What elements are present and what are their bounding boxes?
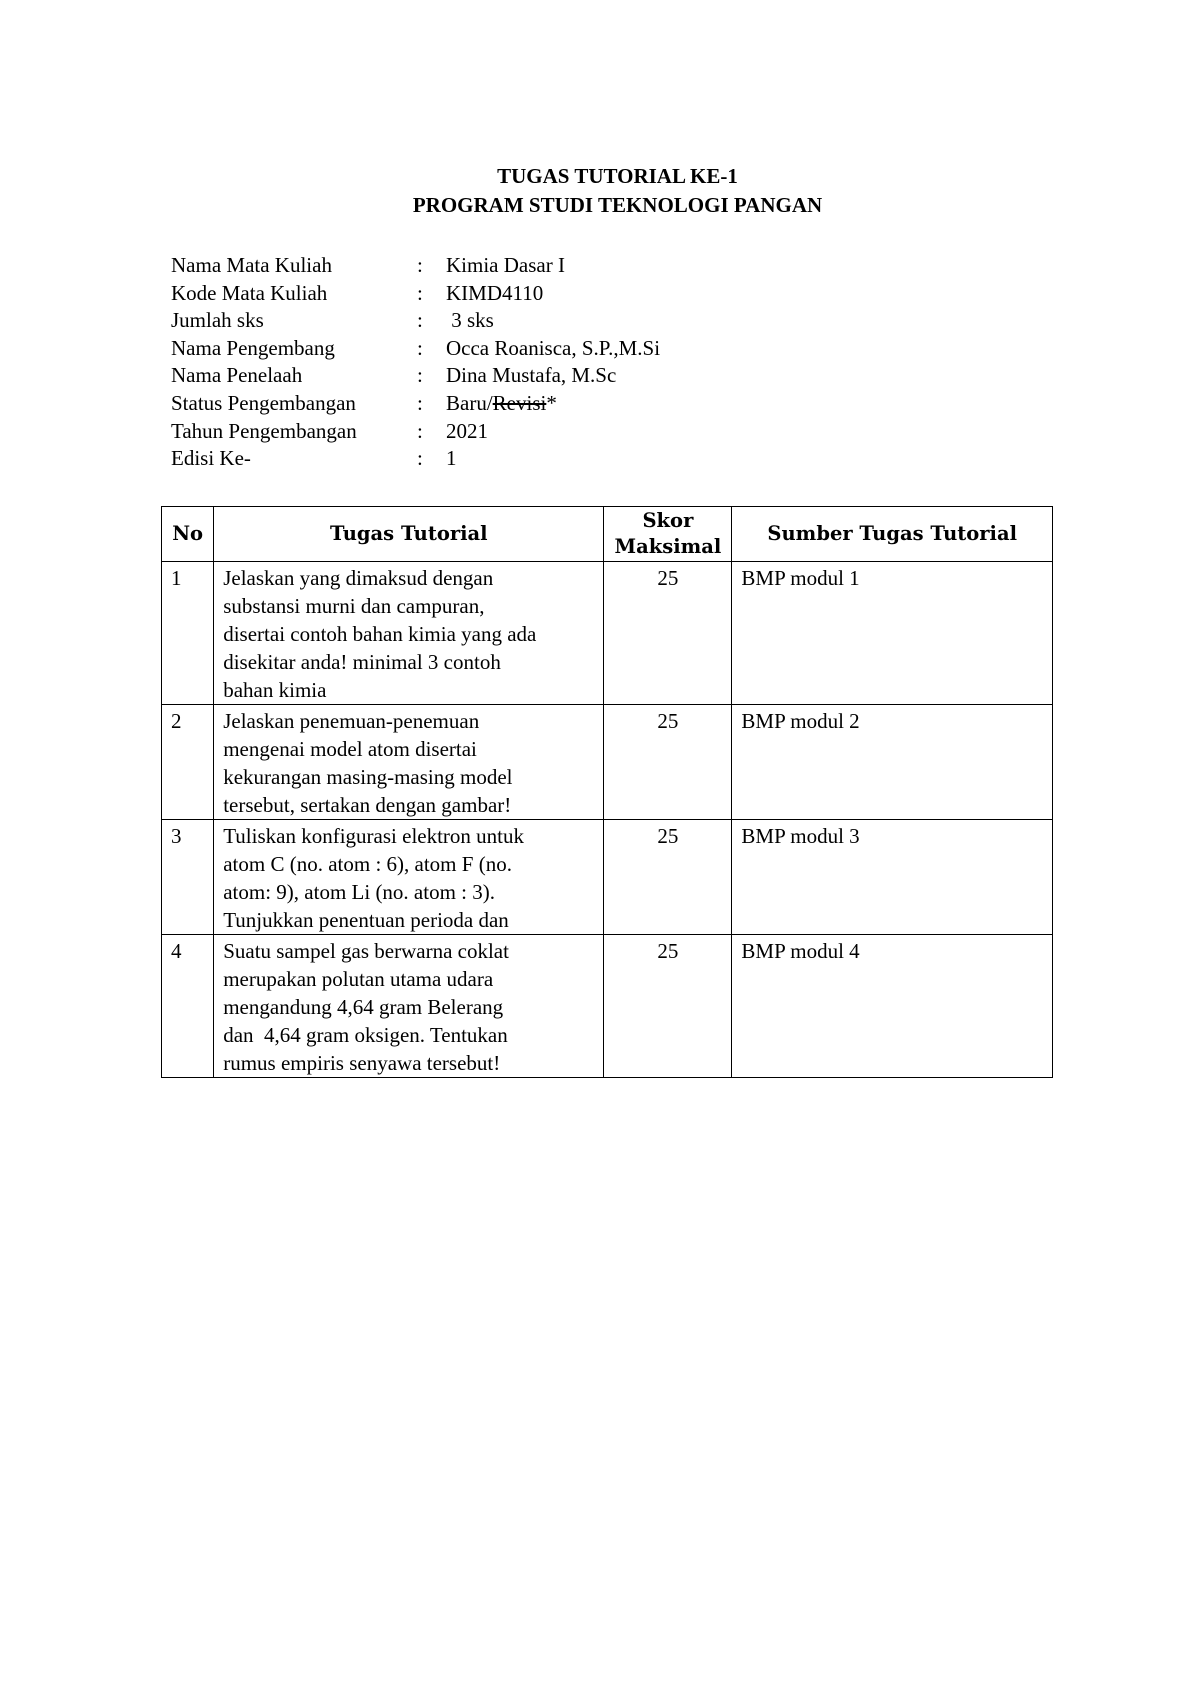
status-revision-struck: Revisi <box>492 390 547 415</box>
meta-value: Kimia Dasar I <box>446 253 565 277</box>
meta-label: Nama Pengembang <box>171 335 335 360</box>
header-no: No <box>162 507 214 562</box>
task-line: mengandung 4,64 gram Belerang <box>223 995 504 1019</box>
table-header-row <box>162 507 1053 562</box>
task-line: bahan kimia <box>223 678 327 702</box>
status-asterisk: * <box>546 390 557 415</box>
task-line: Jelaskan penemuan-penemuan <box>223 709 480 733</box>
meta-label: Status Pengembangan <box>171 390 356 415</box>
max-score: 25 <box>604 820 732 935</box>
max-score: 25 <box>604 562 732 705</box>
meta-value: Occa Roanisca, S.P.,M.Si <box>446 335 661 360</box>
task-line: rumus empiris senyawa tersebut! <box>223 1051 501 1075</box>
tutorial-task-table <box>161 506 1053 1078</box>
meta-label: Nama Penelaah <box>171 363 303 388</box>
task-description <box>214 562 604 705</box>
task-line: Suatu sampel gas berwarna coklat <box>223 939 509 963</box>
meta-label: Tahun Pengembangan <box>171 418 357 443</box>
task-source: BMP modul 2 <box>732 705 1053 820</box>
meta-colon: : <box>417 418 423 443</box>
task-line: tersebut, sertakan dengan gambar! <box>223 793 512 817</box>
max-score: 25 <box>604 935 732 1078</box>
header-max-score <box>604 507 732 562</box>
table-row <box>162 562 1053 705</box>
meta-colon: : <box>417 390 423 415</box>
header-score-line2: Maksimal <box>614 535 722 558</box>
meta-value <box>446 390 557 418</box>
task-description <box>214 705 604 820</box>
row-number: 3 <box>162 820 214 935</box>
task-line: mengenai model atom disertai <box>223 737 477 761</box>
meta-label: Nama Mata Kuliah <box>171 253 332 277</box>
document-subtitle: PROGRAM STUDI TEKNOLOGI PANGAN <box>412 193 823 217</box>
meta-value: 1 <box>446 446 457 471</box>
meta-value: KIMD4110 <box>446 280 544 305</box>
meta-colon: : <box>417 363 423 388</box>
meta-colon: : <box>417 280 423 305</box>
task-line: atom C (no. atom : 6), atom F (no. <box>223 852 512 876</box>
row-number: 1 <box>162 562 214 705</box>
document-title: TUGAS TUTORIAL KE-1 <box>497 164 738 188</box>
task-line: kekurangan masing-masing model <box>223 765 513 789</box>
meta-colon: : <box>417 335 423 360</box>
meta-value: 3 sks <box>446 308 494 333</box>
meta-colon: : <box>417 253 423 277</box>
header-score-line1: Skor <box>642 509 694 532</box>
task-line: substansi murni dan campuran, <box>223 594 485 618</box>
meta-label: Kode Mata Kuliah <box>171 280 328 305</box>
task-line: Tunjukkan penentuan perioda dan <box>223 908 509 932</box>
table-row <box>162 820 1053 935</box>
meta-colon: : <box>417 446 423 471</box>
meta-colon: : <box>417 308 423 333</box>
task-line: disertai contoh bahan kimia yang ada <box>223 622 537 646</box>
table-row <box>162 935 1053 1078</box>
row-number: 4 <box>162 935 214 1078</box>
status-new: Baru/ <box>446 390 493 415</box>
meta-value: 2021 <box>446 418 488 443</box>
row-number: 2 <box>162 705 214 820</box>
meta-value: Dina Mustafa, M.Sc <box>446 363 617 388</box>
task-line: dan 4,64 gram oksigen. Tentukan <box>223 1023 508 1047</box>
task-line: disekitar anda! minimal 3 contoh <box>223 650 501 674</box>
meta-label: Edisi Ke- <box>171 446 251 471</box>
task-description <box>214 820 604 935</box>
table-row <box>162 705 1053 820</box>
task-line: Tuliskan konfigurasi elektron untuk <box>223 824 525 848</box>
task-line: merupakan polutan utama udara <box>223 967 494 991</box>
task-source: BMP modul 4 <box>732 935 1053 1078</box>
task-source: BMP modul 3 <box>732 820 1053 935</box>
max-score: 25 <box>604 705 732 820</box>
header-source: Sumber Tugas Tutorial <box>732 507 1053 562</box>
task-description <box>214 935 604 1078</box>
task-line: atom: 9), atom Li (no. atom : 3). <box>223 880 495 904</box>
meta-label: Jumlah sks <box>171 308 264 333</box>
task-source: BMP modul 1 <box>732 562 1053 705</box>
header-task: Tugas Tutorial <box>214 507 604 562</box>
task-line: Jelaskan yang dimaksud dengan <box>223 566 494 590</box>
